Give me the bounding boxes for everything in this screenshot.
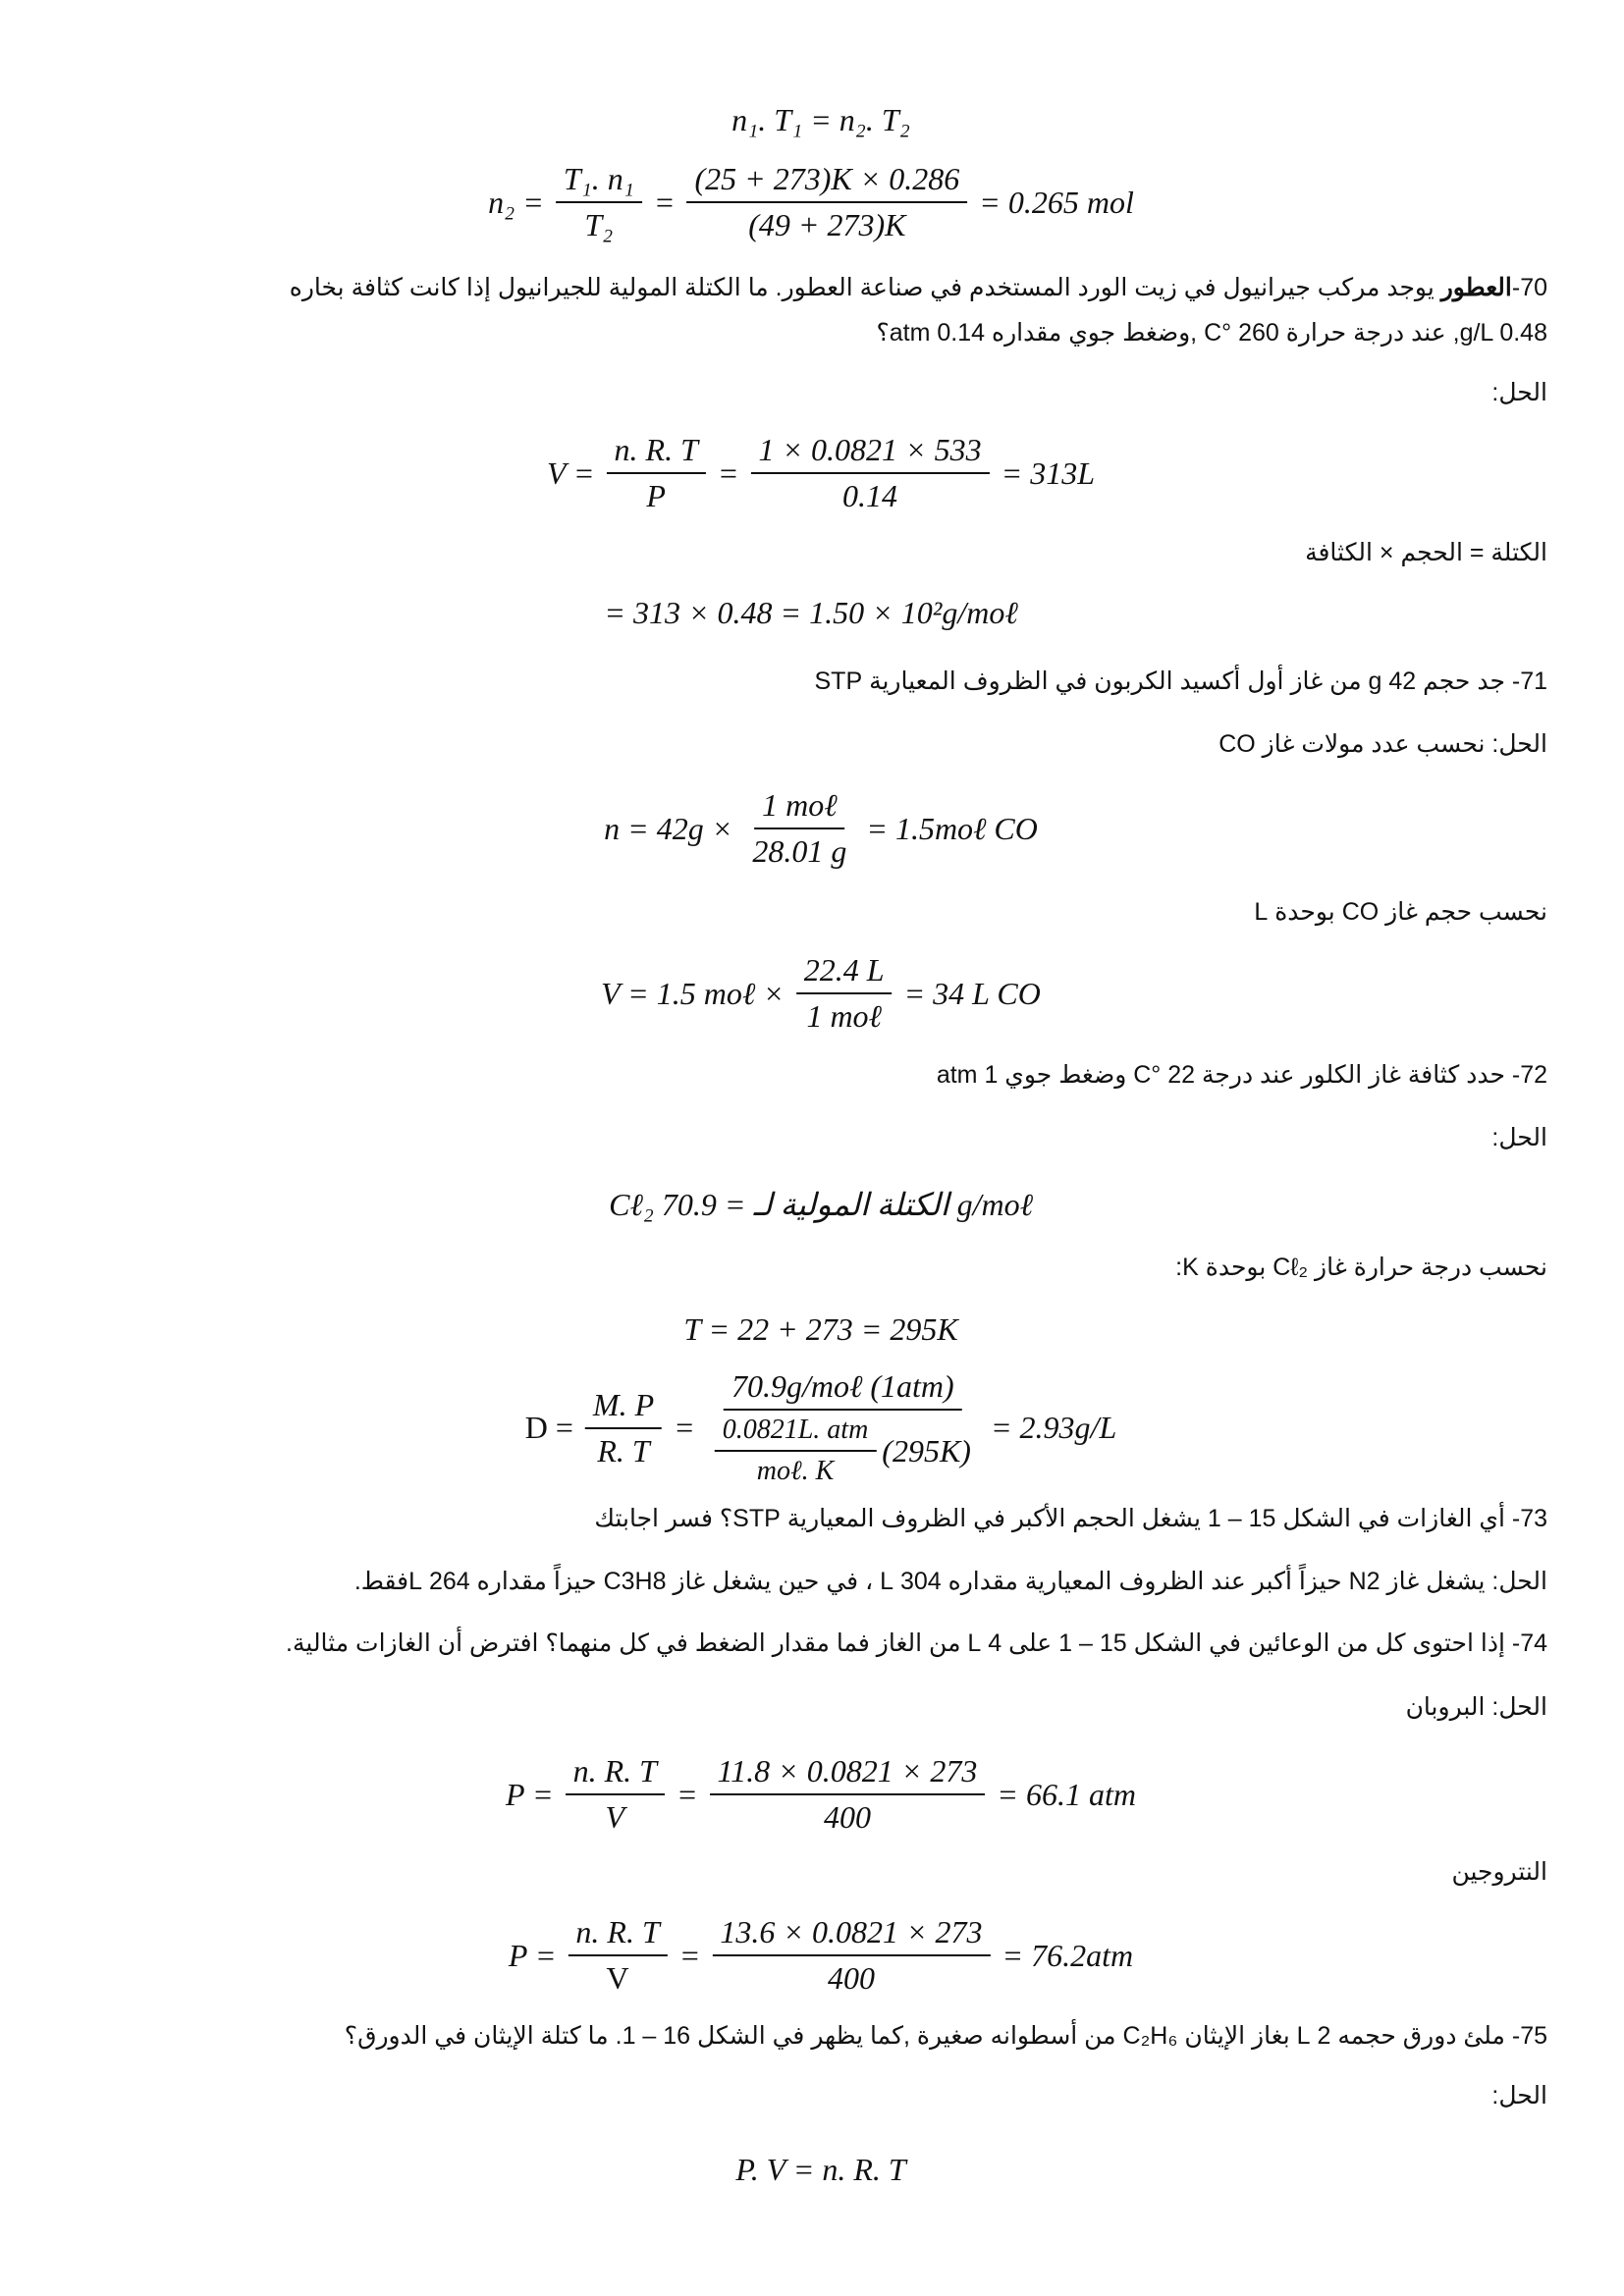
question-70: 70-العطور يوجد مركب جيرانيول في زيت الورد المستخدم في صناعة العطور. ما الكتلة المولية للجيرانيول إذا كانت كثافة بخاره — [289, 274, 1547, 301]
text-72-temperature: نحسب درجة حرارة غاز Cℓ₂ بوحدة K: — [1175, 1254, 1547, 1281]
equation-70-volume: V = $\frac{n. R. T}{P}$ = $\frac{1 \times 0.0821 \times 533}{0.14}$ = 313L — [546, 432, 1096, 513]
solution-72-label: الحل: — [1491, 1124, 1547, 1151]
text-70-mass: الكتلة = الحجم × الكثافة — [1305, 539, 1547, 566]
equation-72-temperature: T = 22 + 273 = 295K — [683, 1311, 958, 1347]
text-74-nitrogen: النتروجين — [1451, 1858, 1547, 1886]
equation-71-volume: V = 1.5 moℓ × 22.4 L 1 moℓ = 34 L CO — [601, 952, 1041, 1034]
question-71: 71- جد حجم 42 g من غاز أول أكسيد الكربون في الظروف المعيارية STP — [814, 667, 1547, 695]
solution-71-text: الحل: نحسب عدد مولات غاز CO — [1218, 730, 1547, 758]
equation-71-moles: n = 42g × 1 moℓ 28.01 g = 1.5moℓ CO — [604, 787, 1038, 869]
solution-75-label: الحل: — [1491, 2082, 1547, 2109]
equation-n1t1: n₁. T₁ = n₂. T₂ — [731, 102, 910, 137]
equation-72-density: D = $\frac{M. P}{R. T}$ = 70.9g/moℓ (1atm) 0.0821L. atm moℓ. K (295K) = 2.93g/L — [524, 1368, 1117, 1486]
question-73: 73- أي الغازات في الشكل 15 – 1 يشغل الحجم الأكبر في الظروف المعيارية STP؟ فسر اجابتك — [594, 1505, 1547, 1532]
equation-74-nitrogen: P = $\frac{n. R. T}{V}$ = $\frac{13.6 \times 0.0821 \times 273}{400}$ = 76.2atm — [508, 1914, 1134, 1996]
question-70-line2: g/L 0.48, عند درجة حرارة 260 °C ,وضغط جوي مقداره 0.14 atm؟ — [876, 319, 1547, 347]
equation-74-propane: P = $\frac{n. R. T}{V}$ = $\frac{11.8 \times 0.0821 \times 273}{400}$ = 66.1 atm — [506, 1753, 1136, 1835]
equation-75: P. V = n. R. T — [735, 2152, 906, 2187]
equation-n2: n₂ = $\frac{\text{T₁. n₁}}{\text{T₂}}$ = $\frac{(25 + 273)K \times 0.286}{(49 + 273)K}$ = 0.265 mol — [488, 161, 1134, 242]
equation-70-mass: = 313 × 0.48 = 1.50 × 10²g/moℓ — [604, 595, 1018, 630]
solution-70-label: الحل: — [1491, 379, 1547, 406]
question-72: 72- حدد كثافة غاز الكلور عند درجة 22 °C وضغط جوي 1 atm — [936, 1061, 1547, 1089]
text-71-volume: نحسب حجم غاز CO بوحدة L — [1254, 898, 1547, 926]
question-74: 74- إذا احتوى كل من الوعائين في الشكل 15 – 1 على 4 L من الغاز فما مقدار الضغط في كل منهما؟ افترض أن الغازات مثالية. — [286, 1629, 1547, 1657]
solution-74-propane: الحل: البروبان — [1405, 1693, 1547, 1721]
equation-72-molar-mass: Cℓ₂ الكتلة المولية لـ = 70.9 g/moℓ — [609, 1187, 1033, 1222]
solution-73: الحل: يشغل غاز N2 حيزاً أكبر عند الظروف المعيارية مقداره 304 L ، في حين يشغل غاز C3H8 حيزاً مقداره 264 Lفقط. — [353, 1568, 1547, 1595]
question-75: 75- ملئ دورق حجمه 2 L بغاز الإيثان C₂H₆ من أسطوانه صغيرة ,كما يظهر في الشكل 16 – 1. ما كتلة الإيثان في الدورق؟ — [344, 2022, 1547, 2050]
